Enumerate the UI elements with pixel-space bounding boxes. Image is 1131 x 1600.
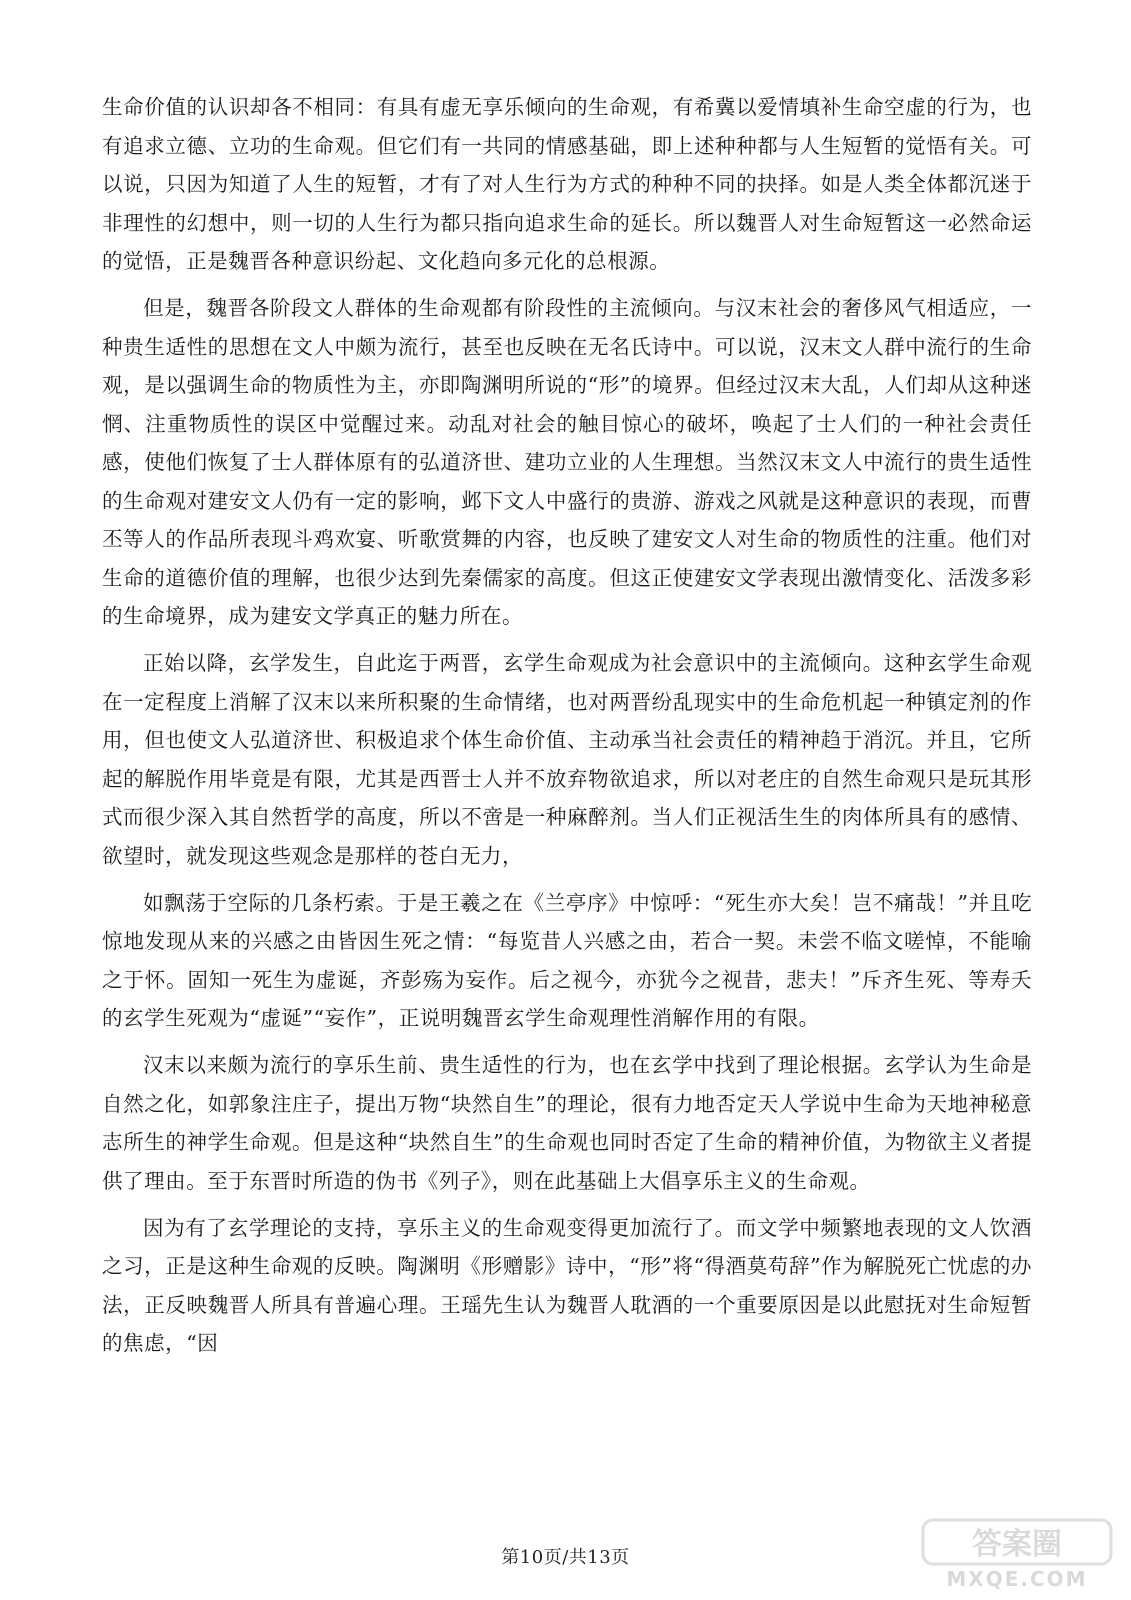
paragraph-3: 正始以降，玄学发生，自此迄于两晋，玄学生命观成为社会意识中的主流倾向。这种玄学生命观在一定程度上消解了汉末以来所积聚的生命情绪，也对两晋纷乱现实中的生命危机起一种镇定剂的作用，但也使文人弘道济世、积极追求个体生命价值、主动承当社会责任的精神趋于消沉。并且，它所起的解脱作用毕竟是有限，尤其是西晋士人并不放弃物欲追求，所以对老庄的自然生命观只是玩其形式而很少深入其自然哲学的高度，所以不啻是一种麻醉剂。当人们正视活生生的肉体所具有的感情、欲望时，就发现这些观念是那样的苍白无力，	[102, 651, 1032, 868]
paragraph-6: 因为有了玄学理论的支持，享乐主义的生命观变得更加流行了。而文学中频繁地表现的文人饮酒之习，正是这种生命观的反映。陶渊明《形赠影》诗中，“形”将“得酒莫苟辞”作为解脱死亡忧虑的办法，正反映魏晋人所具有普遍心理。王瑶先生认为魏晋人耽酒的一个重要原因是以此慰抚对生命短暂的焦虑，“因	[102, 1215, 1032, 1355]
paragraph-1: 生命价值的认识却各不相同：有具有虚无享乐倾向的生命观，有希冀以爱情填补生命空虚的行为，也有追求立德、立功的生命观。但它们有一共同的情感基础，即上述种种都与人生短暂的觉悟有关。可以说，只因为知道了人生的短暂，才有了对人生行为方式的种种不同的抉择。如是人类全体都沉迷于非理性的幻想中，则一切的人生行为都只指向追求生命的延长。所以魏晋人对生命短暂这一必然命运的觉悟，正是魏晋各种意识纷起、文化趋向多元化的总根源。	[102, 95, 1032, 273]
page-number: 第10页/共13页	[501, 1547, 630, 1568]
paragraph-5: 汉末以来颇为流行的享乐生前、贵生适性的行为，也在玄学中找到了理论根据。玄学认为生命是自然之化，如郭象注庄子，提出万物“块然自生”的理论，很有力地否定天人学说中生命为天地神秘意志所生的神学生命观。但是这种“块然自生”的生命观也同时否定了生命的精神价值，为物欲主义者提供了理由。至于东晋时所造的伪书《列子》，则在此基础上大倡享乐主义的生命观。	[102, 1053, 1032, 1193]
paragraph-4: 如飘荡于空际的几条朽索。于是王羲之在《兰亭序》中惊呼：“死生亦大矣！岂不痛哉！”并且吃惊地发现从来的兴感之由皆因生死之情：“每览昔人兴感之由，若合一契。未尝不临文嗟悼，不能喻之于怀。固知一死生为虚诞，齐彭殇为妄作。后之视今，亦犹今之视昔，悲夫！”斥齐生死、等寿夭的玄学生死观为“虚诞”“妄作”，正说明魏晋玄学生命观理性消解作用的有限。	[102, 890, 1032, 1030]
watermark-url: MXQE.COM	[946, 1567, 1088, 1591]
article-body	[102, 88, 1032, 1371]
paragraph-2: 但是，魏晋各阶段文人群体的生命观都有阶段性的主流倾向。与汉末社会的奢侈风气相适应，一种贵生适性的思想在文人中颇为流行，甚至也反映在无名氏诗中。可以说，汉末文人群中流行的生命观，是以强调生命的物质性为主，亦即陶渊明所说的“形”的境界。但经过汉末大乱，人们却从这种迷惘、注重物质性的误区中觉醒过来。动乱对社会的触目惊心的破坏，唤起了士人们的一种社会责任感，使他们恢复了士人群体原有的弘道济世、建功立业的人生理想。当然汉末文人中流行的贵生适性的生命观对建安文人仍有一定的影响，邺下文人中盛行的贵游、游戏之风就是这种意识的表现，而曹丕等人的作品所表现斗鸡欢宴、听歌赏舞的内容，也反映了建安文人对生命的物质性的注重。他们对生命的道德价值的理解，也很少达到先秦儒家的高度。但这正使建安文学表现出激情变化、活泼多彩的生命境界，成为建安文学真正的魅力所在。	[102, 296, 1032, 628]
watermark-title: 答案圈	[972, 1527, 1062, 1562]
watermark-logo	[917, 1516, 1117, 1592]
